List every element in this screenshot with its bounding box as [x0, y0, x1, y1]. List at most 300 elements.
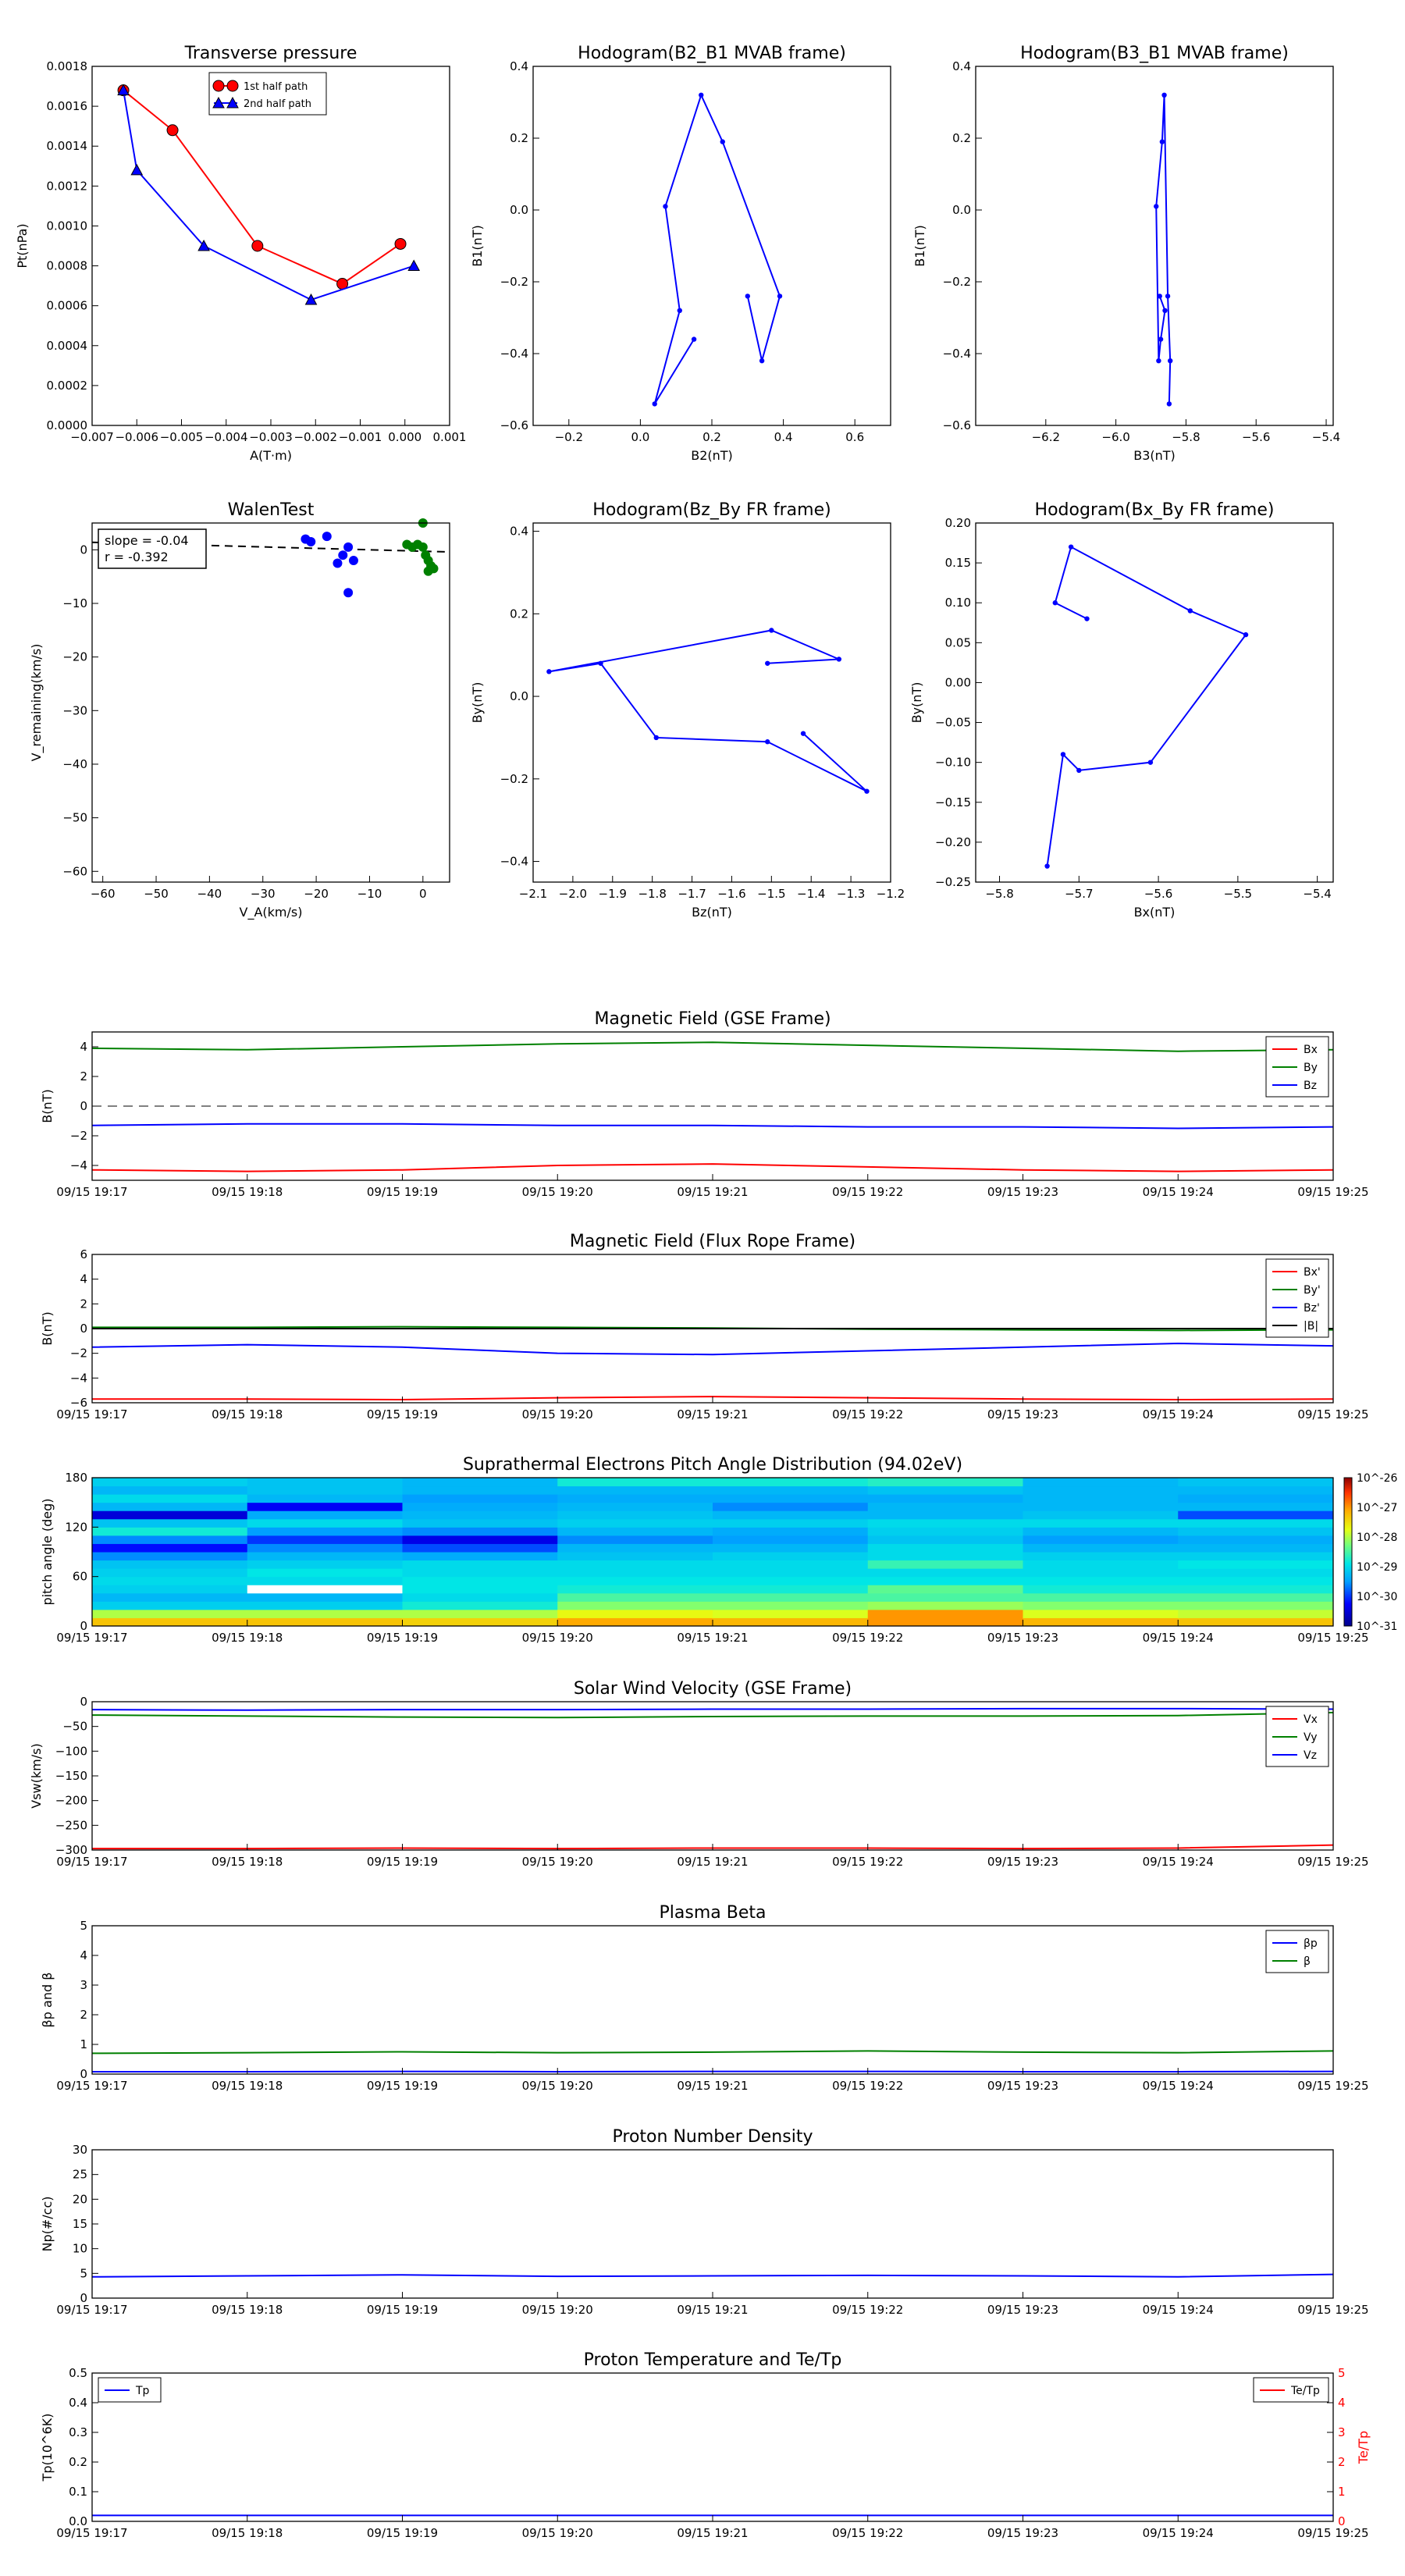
- x-tick-label: 09/15 19:17: [56, 1631, 128, 1645]
- heatmap-cell: [1178, 1543, 1333, 1552]
- colorbar-label: 10^-31: [1357, 1621, 1398, 1633]
- y-tick-label: 0.0000: [46, 418, 87, 432]
- x-tick-label: 09/15 19:18: [212, 2079, 283, 2093]
- heatmap-cell: [1023, 1601, 1179, 1610]
- heatmap-cell: [1023, 1585, 1179, 1593]
- y-tick-label: 0.0: [510, 203, 528, 217]
- heatmap-cell: [247, 1503, 403, 1511]
- heatmap-cell: [247, 1510, 403, 1519]
- x-tick-label: −60: [90, 887, 116, 901]
- x-tick-label: 09/15 19:23: [987, 2079, 1059, 2093]
- heatmap-cell: [92, 1593, 247, 1602]
- heatmap-cell: [92, 1617, 247, 1626]
- y-tick-label-right: 3: [1338, 2425, 1346, 2439]
- data-point: [745, 294, 750, 298]
- heatmap-cell: [1023, 1519, 1179, 1528]
- x-tick-label: 0.6: [845, 430, 865, 444]
- legend-label: Bz': [1304, 1302, 1320, 1315]
- heatmap-cell: [403, 1527, 558, 1535]
- y-tick-label: −0.6: [500, 418, 528, 432]
- chart-title: Solar Wind Velocity (GSE Frame): [573, 1679, 852, 1699]
- y-tick-label: 0.00: [944, 675, 971, 690]
- heatmap-cell: [557, 1593, 713, 1602]
- heatmap-cell: [247, 1610, 403, 1618]
- x-tick-label: 09/15 19:19: [366, 2303, 439, 2317]
- y-tick-label: 2: [80, 1297, 87, 1311]
- x-tick-label: 09/15 19:19: [366, 1185, 439, 1199]
- heatmap-cell: [1178, 1503, 1333, 1511]
- heatmap-cell: [1178, 1560, 1333, 1569]
- y-tick-label: −0.6: [942, 418, 971, 432]
- heatmap-cell: [92, 1535, 247, 1544]
- x-tick-label: −0.006: [115, 430, 159, 444]
- x-tick-label: −1.9: [598, 887, 627, 901]
- heatmap-cell: [403, 1617, 558, 1626]
- x-tick-label: −1.7: [678, 887, 706, 901]
- heatmap-cell: [403, 1510, 558, 1519]
- y-tick-label: 20: [72, 2192, 87, 2207]
- x-tick-label: 09/15 19:17: [56, 2303, 128, 2317]
- heatmap-cell: [868, 1510, 1023, 1519]
- y-tick-label: 4: [80, 1272, 87, 1286]
- heatmap-cell: [868, 1519, 1023, 1528]
- x-tick-label: 09/15 19:18: [212, 1407, 283, 1421]
- chart-title: Hodogram(B2_B1 MVAB frame): [578, 44, 846, 63]
- heatmap-cell: [403, 1543, 558, 1552]
- heatmap-cell: [557, 1577, 713, 1585]
- legend-label: Tp: [136, 2385, 150, 2397]
- heatmap-cell: [1178, 1617, 1333, 1626]
- data-point: [395, 238, 406, 249]
- data-point: [1084, 616, 1089, 621]
- y-tick-label: −0.15: [935, 795, 971, 809]
- x-tick-label: 0: [419, 887, 427, 901]
- heatmap-cell: [557, 1543, 713, 1552]
- colorbar-label: 10^-28: [1357, 1532, 1398, 1544]
- x-tick-label: 09/15 19:18: [212, 1185, 283, 1199]
- heatmap-cell: [1023, 1543, 1179, 1552]
- y-tick-label: −2: [69, 1129, 87, 1143]
- x-tick-label: −0.005: [159, 430, 204, 444]
- x-tick-label: −30: [250, 887, 276, 901]
- heatmap-cell: [713, 1560, 868, 1569]
- y-tick-label: 0.2: [69, 2455, 87, 2469]
- x-tick-label: 09/15 19:21: [677, 1631, 749, 1645]
- data-point: [699, 93, 703, 98]
- heatmap-cell: [403, 1486, 558, 1495]
- legend-label: β: [1304, 1955, 1311, 1968]
- data-point: [1156, 358, 1161, 363]
- x-tick-label: 0.2: [702, 430, 721, 444]
- x-tick-label: 09/15 19:23: [987, 2526, 1059, 2540]
- y-axis-label: B1(nT): [470, 225, 485, 267]
- heatmap-cell: [247, 1593, 403, 1602]
- x-tick-label: −10: [357, 887, 382, 901]
- y-tick-label: 0.3: [69, 2425, 87, 2439]
- y-tick-label: −0.4: [942, 347, 971, 361]
- y-tick-label: −50: [62, 1719, 87, 1734]
- x-tick-label: 09/15 19:18: [212, 2526, 283, 2540]
- y-axis-label: B1(nT): [912, 225, 927, 267]
- x-tick-label: −0.2: [554, 430, 584, 444]
- chart-pitch-angle-distribution: [40, 1455, 1398, 1645]
- legend-label: Bx': [1304, 1266, 1321, 1279]
- x-tick-label: 09/15 19:21: [677, 2526, 749, 2540]
- heatmap-cell: [868, 1617, 1023, 1626]
- y-tick-label: 0.0018: [46, 59, 87, 73]
- y-tick-label: 0.2: [510, 131, 528, 145]
- heatmap-cell: [1023, 1503, 1179, 1511]
- heatmap-cell: [92, 1577, 247, 1585]
- heatmap-cell: [403, 1601, 558, 1610]
- y-tick-label: 5: [80, 2266, 87, 2281]
- data-point: [343, 543, 353, 552]
- x-tick-label: 09/15 19:21: [677, 1407, 749, 1421]
- x-tick-label: 0.001: [432, 430, 467, 444]
- x-tick-label: 09/15 19:24: [1142, 2526, 1214, 2540]
- chart-title: Proton Temperature and Te/Tp: [583, 2350, 842, 2370]
- x-tick-label: 09/15 19:19: [366, 2079, 439, 2093]
- x-tick-label: 09/15 19:18: [212, 1631, 283, 1645]
- y-tick-label-right: 1: [1338, 2485, 1346, 2499]
- y-tick-label: −150: [55, 1769, 87, 1783]
- x-tick-label: 09/15 19:25: [1297, 2526, 1369, 2540]
- x-tick-label: 09/15 19:19: [366, 1855, 439, 1869]
- y-tick-label: −6: [69, 1396, 87, 1410]
- y-tick-label: −0.05: [935, 715, 971, 730]
- chart-title: Suprathermal Electrons Pitch Angle Distribution (94.02eV): [462, 1455, 963, 1475]
- heatmap-cell: [247, 1478, 403, 1486]
- heatmap-cell: [247, 1494, 403, 1503]
- heatmap-cell: [1023, 1494, 1179, 1503]
- data-point: [1044, 863, 1049, 868]
- heatmap-cell: [92, 1503, 247, 1511]
- heatmap-cell: [1178, 1535, 1333, 1544]
- heatmap-cell: [1023, 1478, 1179, 1486]
- heatmap-cell: [1023, 1560, 1179, 1569]
- heatmap-cell: [1178, 1494, 1333, 1503]
- heatmap-cell: [1023, 1535, 1179, 1544]
- data-point: [349, 556, 358, 565]
- heatmap-cell: [557, 1552, 713, 1560]
- heatmap-cell: [868, 1552, 1023, 1560]
- x-tick-label: 09/15 19:22: [832, 1185, 904, 1199]
- y-tick-label: 0.2: [510, 607, 528, 621]
- heatmap-cell: [247, 1560, 403, 1569]
- data-point: [654, 735, 659, 740]
- y-tick-label: 4: [80, 1948, 87, 1962]
- x-tick-label: 09/15 19:17: [56, 2526, 128, 2540]
- heatmap-cell: [713, 1535, 868, 1544]
- heatmap-cell: [868, 1601, 1023, 1610]
- x-tick-label: −5.4: [1303, 887, 1332, 901]
- y-tick-label: −0.10: [935, 755, 971, 770]
- data-point: [1161, 93, 1166, 98]
- x-tick-label: −5.8: [985, 887, 1014, 901]
- x-tick-label: −50: [144, 887, 169, 901]
- heatmap-cell: [557, 1519, 713, 1528]
- heatmap-cell: [247, 1585, 403, 1593]
- heatmap-cell: [92, 1494, 247, 1503]
- y-tick-label: 0.0: [952, 203, 971, 217]
- annotation-text: r = -0.392: [105, 550, 169, 564]
- y-tick-label: 0.2: [952, 131, 971, 145]
- data-point: [306, 537, 315, 546]
- x-tick-label: 09/15 19:20: [521, 1855, 593, 1869]
- heatmap-cell: [868, 1503, 1023, 1511]
- data-point: [692, 336, 696, 341]
- y-tick-label: 6: [80, 1247, 87, 1261]
- heatmap-cell: [713, 1577, 868, 1585]
- data-point: [1076, 768, 1081, 773]
- y-tick-label: 0: [80, 1322, 87, 1336]
- y-tick-label: 0.0002: [46, 378, 87, 393]
- y-tick-label: −50: [62, 810, 87, 825]
- y-tick-label: 0.10: [944, 596, 971, 610]
- heatmap-cell: [403, 1610, 558, 1618]
- colorbar-label: 10^-27: [1357, 1502, 1398, 1514]
- heatmap-cell: [92, 1568, 247, 1577]
- heatmap-cell: [557, 1585, 713, 1593]
- heatmap-cell: [1023, 1552, 1179, 1560]
- heatmap-cell: [92, 1552, 247, 1560]
- heatmap-cell: [557, 1568, 713, 1577]
- y-tick-label: −0.25: [935, 875, 971, 889]
- y-tick-label: −0.2: [942, 275, 971, 289]
- x-tick-label: 09/15 19:23: [987, 1631, 1059, 1645]
- heatmap-cell: [557, 1527, 713, 1535]
- y-tick-label: 180: [65, 1471, 87, 1485]
- x-tick-label: 09/15 19:17: [56, 2079, 128, 2093]
- x-tick-label: 0.0: [631, 430, 650, 444]
- heatmap-cell: [1178, 1577, 1333, 1585]
- y-tick-label: 2: [80, 1069, 87, 1083]
- y-tick-label: 0: [80, 1619, 87, 1633]
- heatmap-cell: [713, 1478, 868, 1486]
- chart-title: WalenTest: [227, 500, 315, 520]
- data-point: [1154, 204, 1158, 208]
- data-point: [1148, 760, 1153, 764]
- legend-label: 2nd half path: [244, 98, 311, 110]
- y-tick-label: −300: [55, 1843, 87, 1857]
- heatmap-cell: [403, 1568, 558, 1577]
- y-axis-label: By(nT): [470, 681, 485, 724]
- heatmap-cell: [247, 1577, 403, 1585]
- heatmap-cell: [247, 1519, 403, 1528]
- heatmap-cell: [403, 1552, 558, 1560]
- heatmap-cell: [713, 1617, 868, 1626]
- x-tick-label: 09/15 19:25: [1297, 1631, 1369, 1645]
- data-point: [663, 204, 667, 208]
- x-tick-label: 09/15 19:20: [521, 1407, 593, 1421]
- heatmap-cell: [1178, 1568, 1333, 1577]
- y-axis-label: βp and β: [40, 1972, 55, 2028]
- data-point: [598, 661, 603, 666]
- heatmap-cell: [868, 1494, 1023, 1503]
- heatmap-cell: [713, 1601, 868, 1610]
- heatmap-cell: [1023, 1610, 1179, 1618]
- data-point: [1168, 358, 1172, 363]
- y-tick-label: 1: [80, 2037, 87, 2051]
- y-tick-label: 60: [72, 1569, 87, 1584]
- x-tick-label: 09/15 19:17: [56, 1185, 128, 1199]
- y-tick-label: 0.4: [69, 2396, 87, 2410]
- heatmap-cell: [92, 1601, 247, 1610]
- x-tick-label: −5.6: [1144, 887, 1173, 901]
- data-point: [1243, 632, 1248, 637]
- x-tick-label: −5.8: [1172, 430, 1200, 444]
- colorbar-label: 10^-29: [1357, 1561, 1398, 1574]
- x-tick-label: −1.2: [876, 887, 905, 901]
- heatmap-cell: [868, 1585, 1023, 1593]
- x-tick-label: 09/15 19:25: [1297, 1407, 1369, 1421]
- heatmap-cell: [1178, 1527, 1333, 1535]
- heatmap-cell: [403, 1503, 558, 1511]
- heatmap-cell: [1023, 1593, 1179, 1602]
- y-axis-label: Tp(10^6K): [40, 2413, 55, 2482]
- x-tick-label: −5.4: [1311, 430, 1341, 444]
- x-tick-label: 09/15 19:25: [1297, 1185, 1369, 1199]
- heatmap-cell: [92, 1585, 247, 1593]
- x-tick-label: −1.6: [717, 887, 746, 901]
- heatmap-cell: [868, 1543, 1023, 1552]
- y-tick-label: 0.5: [69, 2366, 87, 2380]
- heatmap-cell: [92, 1610, 247, 1618]
- heatmap-cell: [1023, 1568, 1179, 1577]
- heatmap-cell: [247, 1535, 403, 1544]
- heatmap-cell: [92, 1560, 247, 1569]
- x-axis-label: B3(nT): [1133, 448, 1176, 463]
- heatmap-cell: [1178, 1610, 1333, 1618]
- y-tick-label-right: 0: [1338, 2514, 1346, 2528]
- colorbar: [1344, 1478, 1352, 1626]
- y-tick-label: 0.0012: [46, 179, 87, 194]
- y-tick-label: 0.05: [944, 635, 971, 650]
- heatmap-cell: [557, 1503, 713, 1511]
- y-tick-label: −30: [62, 703, 87, 718]
- heatmap-cell: [868, 1560, 1023, 1569]
- y-tick-label: 0: [80, 2067, 87, 2081]
- chart-title: Magnetic Field (GSE Frame): [594, 1009, 831, 1029]
- data-point: [418, 543, 428, 552]
- heatmap-cell: [1178, 1552, 1333, 1560]
- heatmap-cell: [557, 1494, 713, 1503]
- y-tick-label: 0.0004: [46, 338, 87, 353]
- data-point: [1069, 544, 1073, 549]
- data-point: [333, 558, 342, 568]
- data-point: [1061, 752, 1065, 756]
- x-tick-label: 09/15 19:19: [366, 1631, 439, 1645]
- y-tick-label: 0.0010: [46, 219, 87, 233]
- y-tick-label: 0.0006: [46, 298, 87, 313]
- heatmap-cell: [868, 1486, 1023, 1495]
- legend-label: By: [1304, 1062, 1318, 1074]
- data-point: [338, 550, 347, 560]
- x-tick-label: 09/15 19:17: [56, 1855, 128, 1869]
- heatmap-cell: [247, 1486, 403, 1495]
- data-point: [720, 139, 725, 144]
- x-tick-label: −2.1: [518, 887, 548, 901]
- x-tick-label: 09/15 19:24: [1142, 1407, 1214, 1421]
- chart-title: Hodogram(Bx_By FR frame): [1034, 500, 1275, 520]
- x-tick-label: 09/15 19:24: [1142, 2079, 1214, 2093]
- heatmap-cell: [713, 1494, 868, 1503]
- heatmap-cell: [92, 1543, 247, 1552]
- data-point: [769, 628, 774, 632]
- y-tick-label: 30: [72, 2143, 87, 2157]
- x-tick-label: 09/15 19:23: [987, 2303, 1059, 2317]
- legend-label: Vx: [1304, 1713, 1318, 1726]
- colorbar-label: 10^-30: [1357, 1591, 1398, 1603]
- heatmap-cell: [403, 1535, 558, 1544]
- y-axis-label: Np(#/cc): [40, 2196, 55, 2252]
- x-tick-label: −5.6: [1241, 430, 1271, 444]
- y-tick-label: 5: [80, 1919, 87, 1933]
- y-tick-label-right: 4: [1338, 2396, 1346, 2410]
- y-axis-label: B(nT): [40, 1311, 55, 1346]
- legend-box: [1266, 1930, 1329, 1973]
- legend-label: Te/Tp: [1291, 2385, 1320, 2397]
- y-axis-label: By(nT): [909, 681, 924, 724]
- heatmap-cell: [1178, 1510, 1333, 1519]
- heatmap-cell: [247, 1527, 403, 1535]
- data-point: [343, 588, 353, 597]
- y-tick-label: 0.0: [69, 2514, 87, 2528]
- y-tick-label: 0.4: [510, 524, 528, 539]
- data-point: [765, 739, 770, 744]
- y-tick-label: −60: [62, 864, 87, 879]
- y-tick-label-right: 5: [1338, 2366, 1346, 2380]
- x-tick-label: 09/15 19:18: [212, 1855, 283, 1869]
- heatmap-cell: [1023, 1486, 1179, 1495]
- x-tick-label: −1.4: [797, 887, 826, 901]
- heatmap-cell: [713, 1527, 868, 1535]
- y-tick-label: 0.1: [69, 2485, 87, 2499]
- heatmap-cell: [92, 1478, 247, 1486]
- data-point: [1188, 608, 1193, 613]
- data-point: [759, 358, 764, 363]
- heatmap-cell: [247, 1568, 403, 1577]
- heatmap-cell: [1178, 1478, 1333, 1486]
- heatmap-cell: [403, 1560, 558, 1569]
- x-tick-label: 09/15 19:17: [56, 1407, 128, 1421]
- data-point: [777, 294, 782, 298]
- heatmap-cell: [868, 1577, 1023, 1585]
- x-tick-label: 09/15 19:21: [677, 1185, 749, 1199]
- heatmap-cell: [557, 1560, 713, 1569]
- heatmap-cell: [713, 1568, 868, 1577]
- y-tick-label: −250: [55, 1818, 87, 1833]
- x-tick-label: 09/15 19:23: [987, 1407, 1059, 1421]
- x-tick-label: 09/15 19:19: [366, 1407, 439, 1421]
- heatmap-cell: [557, 1486, 713, 1495]
- y-tick-label: 25: [72, 2167, 87, 2182]
- x-tick-label: 09/15 19:24: [1142, 1185, 1214, 1199]
- heatmap-cell: [713, 1593, 868, 1602]
- x-tick-label: 0.4: [774, 430, 793, 444]
- x-tick-label: 09/15 19:22: [832, 2526, 904, 2540]
- heatmap-cell: [92, 1527, 247, 1535]
- legend-label: Bz: [1304, 1080, 1317, 1092]
- heatmap-cell: [92, 1519, 247, 1528]
- x-tick-label: 09/15 19:25: [1297, 1855, 1369, 1869]
- data-point: [837, 656, 841, 661]
- x-tick-label: 0.000: [388, 430, 422, 444]
- y-tick-label: 2: [80, 2008, 87, 2022]
- x-tick-label: 09/15 19:21: [677, 1855, 749, 1869]
- x-tick-label: 09/15 19:20: [521, 1631, 593, 1645]
- x-tick-label: 09/15 19:20: [521, 2526, 593, 2540]
